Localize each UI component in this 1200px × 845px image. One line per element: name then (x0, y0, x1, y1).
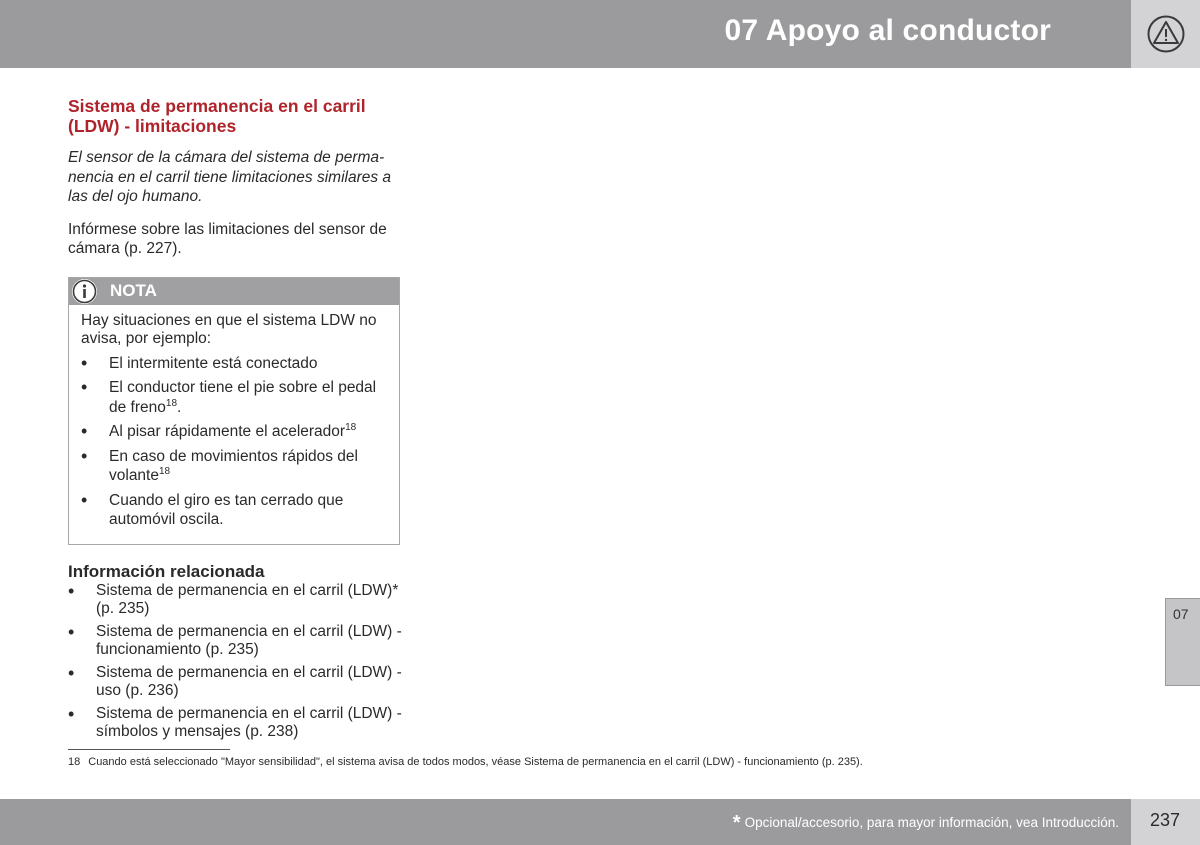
chapter-header (0, 0, 1131, 68)
list-item (68, 664, 403, 701)
list-item: • En caso de movimientos rápidos del volante$^{18}$ (81, 447, 387, 486)
footnote-text: Cuando está seleccionado "Mayor sensibilidad", el sistema avisa de todos modos, véase Sistema de permanencia en el carril (LDW) - funcionamiento (p. 235). (88, 756, 863, 768)
section-intro: El sensor de la cámara del sistema de perma-nencia en el carril tiene limitaciones similares a las del ojo humano. (68, 149, 392, 205)
asterisk-mark: * (732, 812, 741, 834)
related-info-list (68, 582, 403, 742)
list-item: • El intermitente está conectado (81, 354, 387, 374)
related-link[interactable]: Sistema de permanencia en el carril (LDW)* (p. 235) (96, 581, 399, 617)
related-info-title: Información relacionada (68, 561, 265, 581)
related-link[interactable]: Sistema de permanencia en el carril (LDW) - uso (p. 236) (96, 663, 402, 699)
list-item: • El conductor tiene el pie sobre el pedal de freno$^{18}$. (81, 378, 387, 417)
note-label: NOTA (110, 280, 157, 300)
list-item (68, 705, 403, 742)
list-item (68, 623, 403, 660)
note-header (69, 278, 399, 305)
list-item: • Cuando el giro es tan cerrado que automóvil oscila. (81, 491, 387, 530)
footnote-ref: 18 (345, 422, 357, 433)
footnote-ref: 18 (158, 466, 171, 477)
footer-note: * Opcional/accesorio, para mayor información, vea Introducción. (732, 812, 1119, 834)
footnote (68, 755, 863, 769)
note-list (81, 354, 387, 530)
warning-triangle-icon (1147, 15, 1185, 53)
note-body (69, 305, 399, 544)
note-text: Hay situaciones en que el sistema LDW no avisa, por ejemplo: (81, 311, 377, 347)
chapter-side-tab[interactable] (1165, 598, 1200, 686)
side-tab-label: 07 (1173, 606, 1189, 622)
note-box (68, 277, 400, 545)
footnote-ref: 18 (165, 397, 178, 409)
list-item: • Al pisar rápidamente el acelerador$^{18}$ (81, 422, 387, 442)
section-body: Infórmese sobre las limitaciones del sensor de cámara (p. 227). (68, 220, 387, 257)
related-link[interactable]: Sistema de permanencia en el carril (LDW) - símbolos y mensajes (p. 238) (96, 704, 402, 740)
related-link[interactable]: Sistema de permanencia en el carril (LDW) - funcionamiento (p. 235) (96, 622, 402, 658)
main-column (68, 96, 403, 746)
list-item (68, 582, 403, 619)
section-title: Sistema de permanencia en el carril (LDW) - limitaciones (68, 96, 366, 136)
footnote-number: 18 (68, 756, 81, 768)
page-number: 237 (1150, 810, 1181, 830)
chapter-title: 07 Apoyo al conductor (724, 14, 1051, 47)
info-icon (72, 279, 97, 304)
page-number-box (1131, 799, 1200, 845)
page-footer (0, 799, 1131, 845)
footnote-divider (68, 749, 230, 750)
chapter-icon-box (1131, 0, 1200, 68)
